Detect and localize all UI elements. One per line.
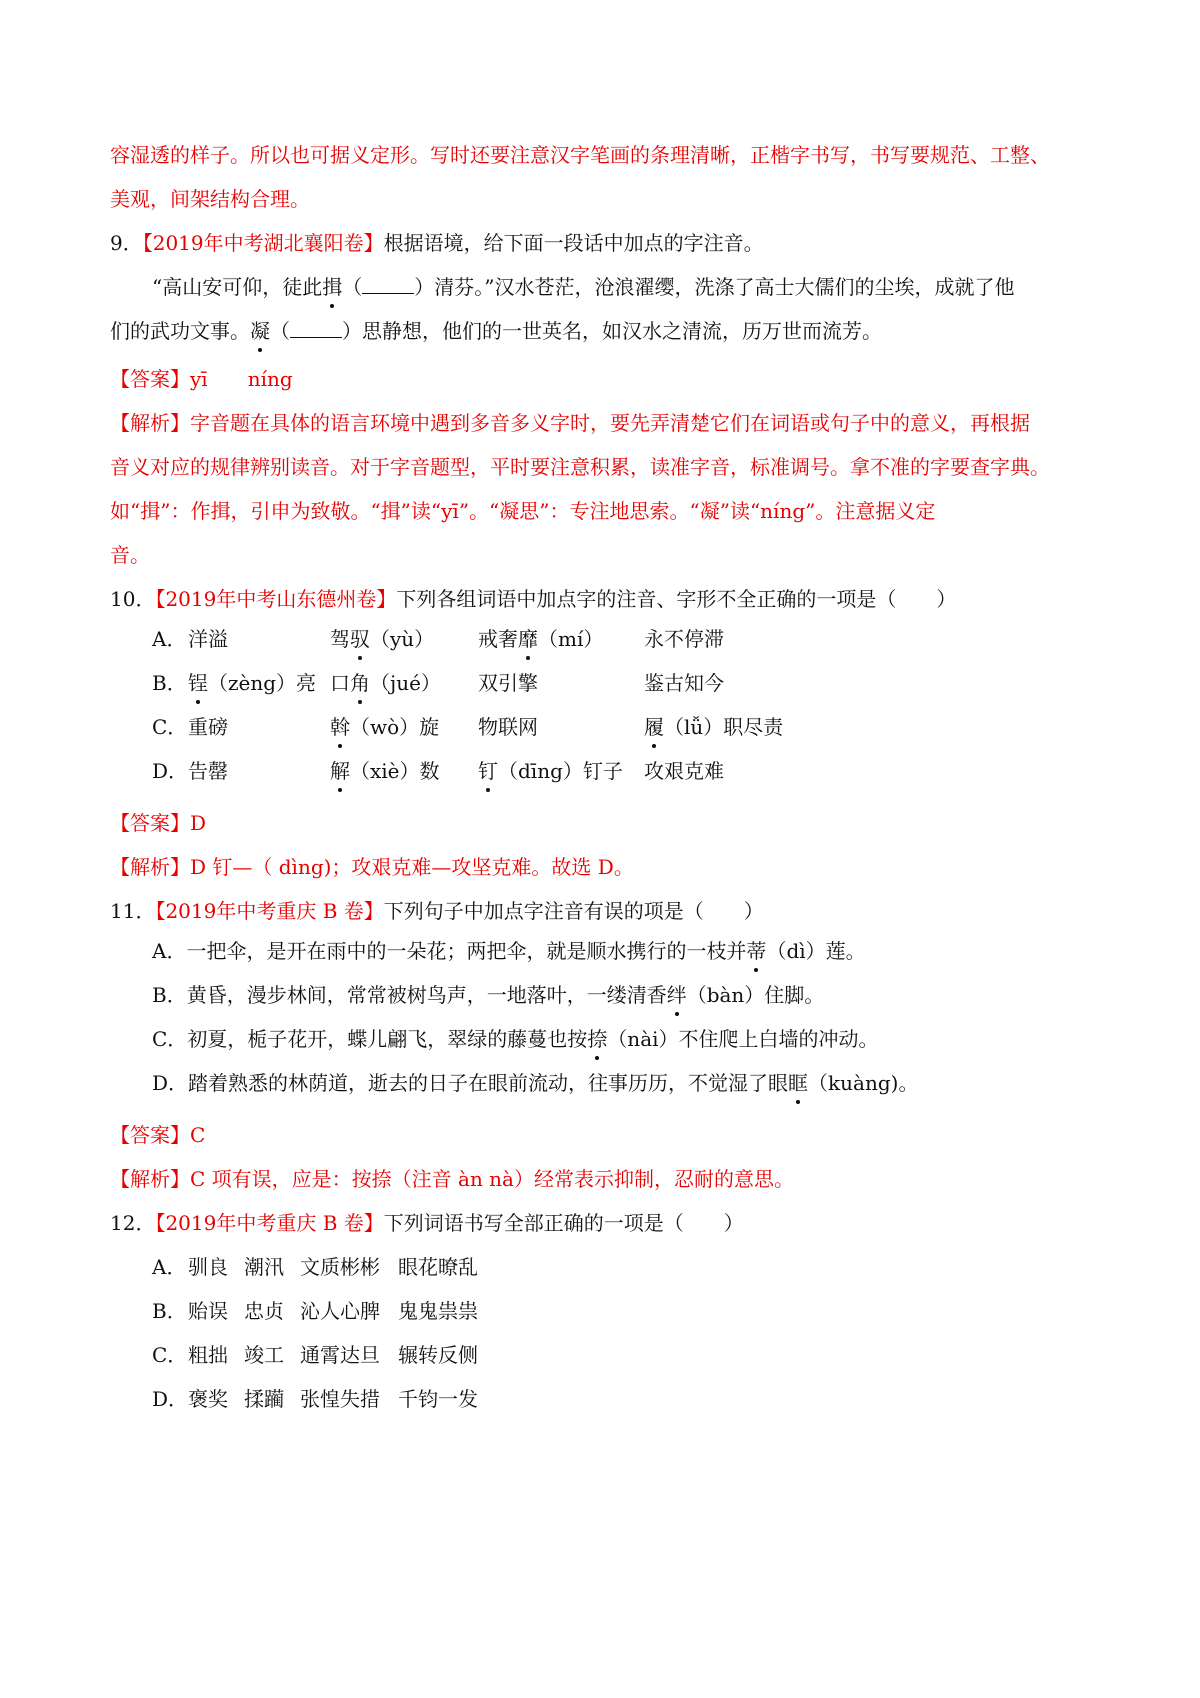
passage-text: ）清芬。”汉水苍茫，沧浪濯缨，洗涤了高士大儒们的尘埃，成就了他	[414, 275, 1015, 299]
option-term	[330, 624, 434, 654]
term-text: 口	[330, 671, 350, 695]
option-word: 千钧一发	[398, 1387, 478, 1411]
option-term	[188, 624, 228, 654]
analysis-label: 【解析】	[110, 411, 190, 435]
option-text: （nài）不住爬上白墙的冲动。	[607, 1027, 879, 1051]
question-number: 11．	[110, 899, 156, 923]
term-text: （yù）	[370, 627, 435, 651]
question-9-answer	[110, 364, 293, 394]
dotted-char: 捺	[587, 1024, 607, 1054]
option-text: 初夏，栀子花开，蝶儿翩飞，翠绿的藤蔓也按	[187, 1027, 588, 1051]
passage-text: 们的武功文事。	[110, 319, 250, 343]
option-label: C．	[152, 715, 188, 739]
question-10-header	[110, 584, 956, 614]
option-word: 潮汛	[244, 1255, 284, 1279]
answer-text: C	[190, 1123, 206, 1147]
option-word: 褒奖	[188, 1387, 228, 1411]
question-source: 【2019年中考山东德州卷】	[155, 587, 397, 611]
option-line	[152, 936, 866, 966]
answer-label: 【答案】	[110, 367, 190, 391]
analysis-continued-line1: 容湿透的样子。所以也可据义定形。写时还要注意汉字笔画的条理清晰，正楷字书写，书写要规范、工整、	[110, 143, 1050, 167]
term-text: 驾	[330, 627, 350, 651]
question-stem: 下列句子中加点字注音有误的项是（ ）	[383, 899, 764, 923]
term-text: （lǚ）职尽责	[664, 715, 784, 739]
option-word: 竣工	[244, 1343, 284, 1367]
analysis-label: 【解析】	[110, 1167, 190, 1191]
term-text: 洋溢	[188, 627, 228, 651]
option-label: C．	[152, 1343, 188, 1367]
term-text: 重磅	[188, 715, 228, 739]
term-text: 戒奢	[478, 627, 518, 651]
question-11-answer	[110, 1120, 205, 1150]
option-label: D．	[152, 1387, 189, 1411]
analysis-text: C 项有误，应是：按捺（注音 àn nà）经常表示抑制，忍耐的意思。	[190, 1167, 794, 1191]
dotted-char: 驭	[350, 624, 370, 654]
option-line	[152, 1024, 879, 1054]
dotted-char: 眶	[788, 1068, 808, 1098]
option-text: （dì）莲。	[766, 939, 866, 963]
option-word: 忠贞	[244, 1299, 284, 1323]
question-9-header	[110, 228, 764, 258]
term-text: （jué）	[370, 671, 441, 695]
option-term	[478, 668, 538, 698]
option-label: C．	[152, 1027, 188, 1051]
question-12-header	[110, 1208, 744, 1238]
option-label: A．	[152, 1255, 187, 1279]
dotted-char: 角	[350, 668, 370, 698]
option-term	[330, 712, 439, 742]
option-term	[478, 712, 538, 742]
question-number: 12．	[110, 1211, 156, 1235]
passage-text: （	[342, 275, 363, 299]
question-number: 10．	[110, 587, 156, 611]
option-word: 通霄达旦	[300, 1343, 380, 1367]
option-word: 揉躏	[244, 1387, 284, 1411]
term-text: （zèng）亮	[208, 671, 317, 695]
option-word: 鬼鬼祟祟	[398, 1299, 478, 1323]
option-text: 踏着熟悉的林荫道，逝去的日子在眼前流动，往事历历，不觉湿了眼	[188, 1071, 789, 1095]
dotted-char: 绊	[667, 980, 687, 1010]
term-text: 物联网	[478, 715, 538, 739]
option-text: （bàn）住脚。	[686, 983, 825, 1007]
question-source: 【2019年中考湖北襄阳卷】	[142, 231, 384, 255]
question-10-analysis	[110, 852, 634, 882]
option-line	[152, 1068, 918, 1098]
dotted-char: 揖	[322, 272, 342, 302]
question-11-header	[110, 896, 764, 926]
option-term	[188, 668, 316, 698]
question-number: 9．	[110, 231, 143, 255]
passage-text: “高山安可仰，徒此	[152, 275, 323, 299]
question-9-analysis-line2: 音义对应的规律辨别读音。对于字音题型，平时要注意积累，读准字音，标准调号。拿不准的字要查字典。	[110, 455, 1050, 479]
answer-label: 【答案】	[110, 1123, 190, 1147]
analysis-label: 【解析】	[110, 855, 190, 879]
option-term	[644, 624, 724, 654]
question-10-answer	[110, 808, 206, 838]
dotted-char: 钉	[478, 756, 498, 786]
analysis-text: D 钉—（ dìng)；攻艰克难—攻坚克难。故选 D。	[190, 855, 634, 879]
question-stem: 根据语境，给下面一段话中加点的字注音。	[383, 231, 764, 255]
option-term	[644, 668, 724, 698]
option-label: A．	[152, 939, 187, 963]
passage-text: （	[270, 319, 290, 343]
dotted-char: 履	[644, 712, 664, 742]
option-text: （kuàng)。	[808, 1071, 919, 1095]
option-word: 沁人心脾	[300, 1299, 380, 1323]
dotted-char: 解	[330, 756, 350, 786]
option-word: 辗转反侧	[398, 1343, 478, 1367]
question-source: 【2019年中考重庆 B 卷】	[155, 1211, 384, 1235]
term-text: 攻艰克难	[644, 759, 724, 783]
option-label: B．	[152, 671, 187, 695]
option-label: A．	[152, 627, 187, 651]
option-word: 贻误	[188, 1299, 228, 1323]
question-9-passage-line2	[110, 316, 882, 346]
option-word: 眼花暸乱	[398, 1255, 478, 1279]
option-text: 一把伞，是开在雨中的一朵花；两把伞，就是顺水携行的一枝并	[186, 939, 747, 963]
option-term	[644, 712, 783, 742]
option-word: 文质彬彬	[300, 1255, 380, 1279]
dotted-char: 蒂	[746, 936, 766, 966]
answer-text: yī níng	[190, 367, 293, 391]
option-term	[478, 624, 603, 654]
option-word: 驯良	[188, 1255, 228, 1279]
option-term	[330, 668, 441, 698]
option-label: B．	[152, 983, 187, 1007]
option-term	[330, 756, 440, 786]
answer-blank	[362, 273, 414, 294]
dotted-char: 靡	[518, 624, 538, 654]
passage-text: ）思静想，他们的一世英名，如汉水之清流，历万世而流芳。	[342, 319, 882, 343]
dotted-char: 凝	[250, 316, 270, 346]
question-9-analysis-line3: 如“揖”：作揖，引申为致敬。“揖”读“yī”。“凝思”：专注地思索。“凝”读“níng”。注意据义定	[110, 499, 936, 523]
term-text: （wò）旋	[350, 715, 440, 739]
option-term	[188, 712, 228, 742]
term-text: （xiè）数	[350, 759, 440, 783]
term-text: 双引擎	[478, 671, 538, 695]
answer-label: 【答案】	[110, 811, 190, 835]
question-9-analysis-line1	[110, 408, 1030, 438]
question-9-passage-line1	[152, 272, 1014, 302]
question-stem: 下列各组词语中加点字的注音、字形不全正确的一项是（ ）	[396, 587, 957, 611]
option-line	[152, 980, 824, 1010]
question-11-analysis	[110, 1164, 794, 1194]
analysis-text: 字音题在具体的语言环境中遇到多音多义字时，要先弄清楚它们在词语或句子中的意义，再根据	[190, 411, 1030, 435]
analysis-continued-line2: 美观，间架结构合理。	[110, 187, 310, 211]
option-term	[188, 756, 228, 786]
dotted-char: 锃	[188, 668, 208, 698]
option-label: D．	[152, 759, 189, 783]
option-label: B．	[152, 1299, 187, 1323]
question-9-analysis-line4: 音。	[110, 543, 150, 567]
option-text: 黄昏，漫步林间，常常被树鸟声，一地落叶，一缕清香	[186, 983, 667, 1007]
option-term	[644, 756, 724, 786]
term-text: 鉴古知今	[644, 671, 724, 695]
term-text: 永不停滞	[644, 627, 724, 651]
option-label: D．	[152, 1071, 189, 1095]
term-text: （dīng）钉子	[498, 759, 623, 783]
question-stem: 下列词语书写全部正确的一项是（ ）	[383, 1211, 744, 1235]
option-word: 粗拙	[188, 1343, 228, 1367]
question-source: 【2019年中考重庆 B 卷】	[155, 899, 384, 923]
answer-text: D	[190, 811, 207, 835]
option-term	[478, 756, 623, 786]
option-word: 张惶失措	[300, 1387, 380, 1411]
term-text: 告罄	[188, 759, 228, 783]
dotted-char: 斡	[330, 712, 350, 742]
answer-blank	[290, 317, 342, 338]
term-text: （mí）	[538, 627, 604, 651]
